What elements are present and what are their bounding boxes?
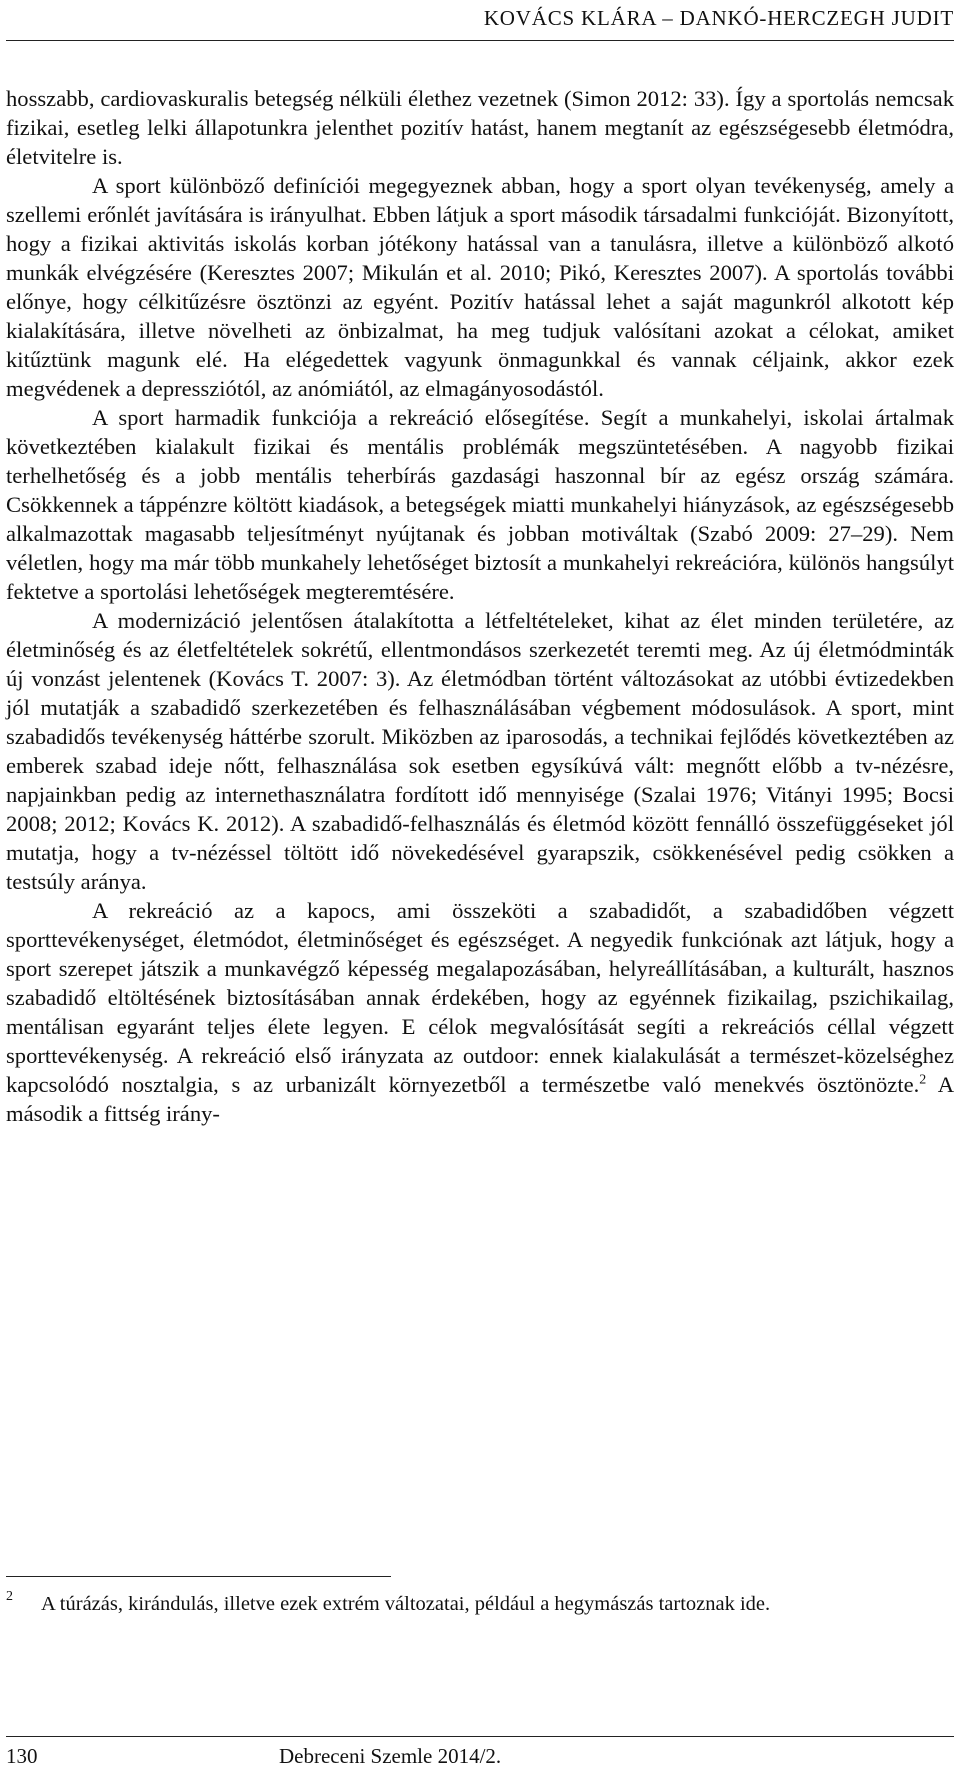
footnote-separator (6, 1576, 391, 1577)
running-title: KOVÁCS KLÁRA – DANKÓ-HERCZEGH JUDIT (483, 6, 954, 30)
paragraph-1: hosszabb, cardiovaskuralis betegség nélküli élethez vezetnek (Simon 2012: 33). Így a sportolás nemcsak fizikai, esetleg lelki állapotunkra jelenthet pozitív hatást, hanem megtanít az egészségesebb életmódra, életvitelre is. (6, 86, 954, 169)
footnote-number: 2 (6, 1589, 13, 1604)
paragraph-5-continuation: A második a fittség irány- (6, 1072, 955, 1126)
footnote-text: A túrázás, kirándulás, illetve ezek extrém változatai, például a hegymászás tartoznak ide. (41, 1593, 771, 1615)
footer-separator (6, 1736, 954, 1737)
article-body (6, 84, 954, 1128)
paragraph-3: A sport harmadik funkciója a rekreáció elősegítése. Segít a munkahelyi, iskolai ártalmak következtében kialakult fizikai és mentális problémák megszüntetésében. A nagyobb fizikai terhelhetőség és a jobb mentális teherbírás gazdasági haszonnal bír az egész ország számára. Csökkennek a táppénzre költött kiadások, a betegségek miatti munkahelyi hiányzások, az egészségesebb alkalmazottak magasabb teljesítményt nyújtanak és jobban motiváltak (Szabó 2009: 27–29). Nem véletlen, hogy ma már több munkahely lehetőséget biztosít a munkahelyi rekreációra, különös hangsúlyt fektetve a sportolási lehetőségek megteremtésére. (6, 405, 954, 604)
page-number: 130 (6, 1744, 38, 1768)
running-header (6, 0, 954, 41)
paragraph-2: A sport különböző definíciói megegyeznek abban, hogy a sport olyan tevékenység, amely a szellemi erőnlét javítására is irányulhat. Ebben látjuk a sport második társadalmi funkcióját. Bizonyított, hogy a fizikai aktivitás iskolás korban jótékony hatással van a tanulásra, illetve a különböző alkotó munkák elvégzésére (Keresztes 2007; Mikulán et al. 2010; Pikó, Keresztes 2007). A sportolás további előnye, hogy célkitűzésre ösztönzi az egyént. Pozitív hatással lehet a saját magunkról alkotott kép kialakítására, illetve növelheti az önbizalmat, ha meg tudjuk valósítani azokat a célokat, amiket kitűztünk magunk elé. Ha elégedettek vagyunk önmagunkkal és vannak céljaink, akkor ezek megvédenek a depressziótól, az anómiától, az elmagányosodástól. (6, 173, 954, 401)
paragraph-5 (6, 896, 954, 1128)
footnote-reference[interactable]: 2 (919, 1072, 927, 1088)
paragraph-5-text: A rekreáció az a kapocs, ami összeköti a szabadidőt, a szabadidőben végzett sporttevékenységet, életmódot, életminőséget és egészséget. A negyedik funkciónak azt látjuk, hogy a sport szerepet játszik a munkavégző képesség megalapozásában, helyreállításában, a kulturált, hasznos szabadidő eltöltésének biztosításában annak érdekében, hogy az egyénnek fizikailag, pszichikailag, mentálisan egyaránt teljes élete legyen. E célok megvalósítását segíti a rekreációs céllal végzett sporttevékenység. A rekreáció első irányzata az outdoor: ennek kialakulását a természet-közelséghez kapcsolódó nosztalgia, s az urbanizált környezetből a természetbe való menekvés ösztönözte. (6, 898, 954, 1097)
footnote (6, 1590, 954, 1619)
journal-name: Debreceni Szemle 2014/2. (279, 1744, 502, 1768)
paragraph-4: A modernizáció jelentősen átalakította a létfeltételeket, kihat az élet minden területére, az életminőség és az életfeltételek sokrétű, ellentmondásos szerkezetét teremti meg. Az új életmódminták új vonzást jelentenek (Kovács T. 2007: 3). Az életmódban történt változásokat az utóbbi évtizedekben jól mutatják a szabadidő szerkezetében és felhasználásában végbement módosulások. A sport, mint szabadidős tevékenység háttérbe szorult. Miközben az iparosodás, a technikai fejlődés következtében az emberek szabad ideje nőtt, felhasználása sok esetben egysíkúvá vált: megnőtt előbb a tv-nézésre, napjainkban pedig az internethasználatra fordított idő mennyisége (Szalai 1976; Vitányi 1995; Bocsi 2008; 2012; Kovács K. 2012). A szabadidő-felhasználás és életmód között fennálló összefüggéseket jól mutatja, hogy a tv-nézéssel töltött idő növekedésével gyarapszik, csökkenésével pedig csökken a testsúly aránya. (6, 608, 954, 894)
